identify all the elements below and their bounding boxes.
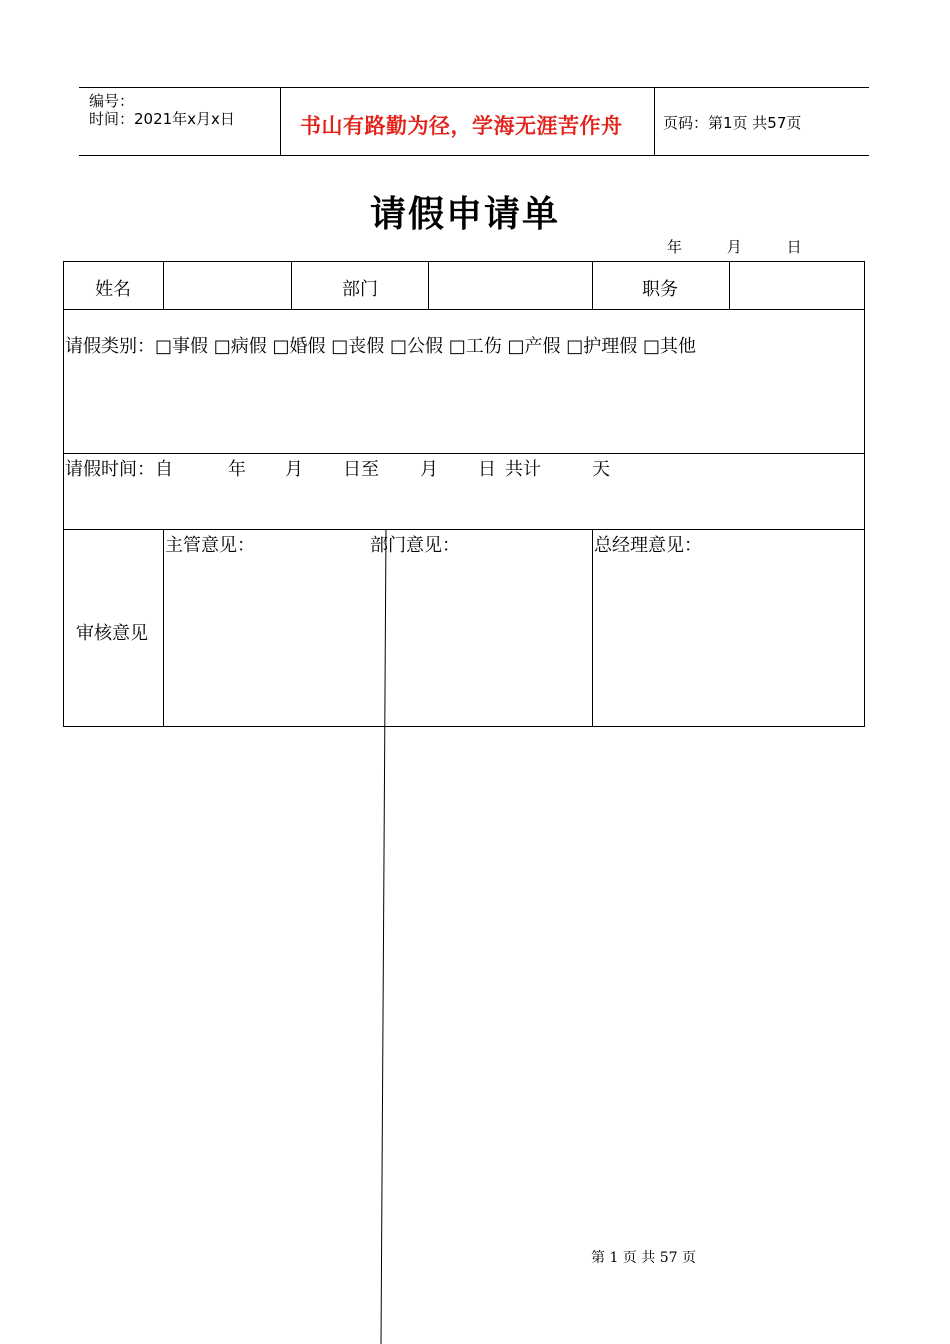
leave-time-day-to: 日至 bbox=[343, 459, 379, 480]
leave-type-other[interactable]: □其他 bbox=[643, 336, 697, 357]
date-month: 月 bbox=[726, 238, 742, 256]
supervisor-opinion-field[interactable] bbox=[164, 555, 382, 725]
header-page-info: 页码：第1页 共57页 bbox=[663, 114, 802, 132]
position-label: 职务 bbox=[642, 279, 678, 300]
leave-type-work-injury[interactable]: □工伤 bbox=[448, 336, 502, 357]
leave-time-days: 天 bbox=[592, 459, 610, 480]
leave-type-bereavement[interactable]: □丧假 bbox=[331, 336, 385, 357]
leave-time-label: 请假时间：自 bbox=[65, 459, 173, 480]
leave-type-official[interactable]: □公假 bbox=[390, 336, 444, 357]
leave-type-marriage[interactable]: □婚假 bbox=[272, 336, 326, 357]
header-motto: 书山有路勤为径，学海无涯苦作舟 bbox=[300, 113, 623, 138]
footer-page-number: 第 1 页 共 57 页 bbox=[591, 1250, 696, 1266]
department-label: 部门 bbox=[342, 279, 378, 300]
leave-type-nursing[interactable]: □护理假 bbox=[566, 336, 638, 357]
date-year: 年 bbox=[667, 238, 683, 256]
leave-time-end-day: 日 bbox=[478, 459, 496, 480]
page-title: 请假申请单 bbox=[370, 193, 561, 235]
document-number-label: 编号： bbox=[89, 92, 135, 110]
name-label: 姓名 bbox=[95, 279, 131, 300]
leave-type-sick[interactable]: □病假 bbox=[213, 336, 267, 357]
department-opinion-field[interactable] bbox=[388, 555, 590, 725]
review-label: 审核意见 bbox=[76, 623, 148, 644]
supervisor-opinion-label: 主管意见： bbox=[165, 535, 255, 556]
leave-time-end-month: 月 bbox=[420, 459, 438, 480]
leave-type-personal[interactable]: □事假 bbox=[155, 336, 209, 357]
date-day: 日 bbox=[786, 238, 802, 256]
gm-opinion-field[interactable] bbox=[594, 555, 863, 725]
leave-time-year: 年 bbox=[228, 459, 246, 480]
department-opinion-label: 部门意见： bbox=[370, 535, 460, 556]
leave-time-total: 共计 bbox=[505, 459, 541, 480]
gm-opinion-label: 总经理意见： bbox=[594, 535, 702, 556]
leave-type-maternity[interactable]: □产假 bbox=[507, 336, 561, 357]
leave-type-label: 请假类别： bbox=[65, 336, 155, 357]
leave-time-month: 月 bbox=[285, 459, 303, 480]
document-time-label: 时间：2021年x月x日 bbox=[89, 110, 235, 128]
